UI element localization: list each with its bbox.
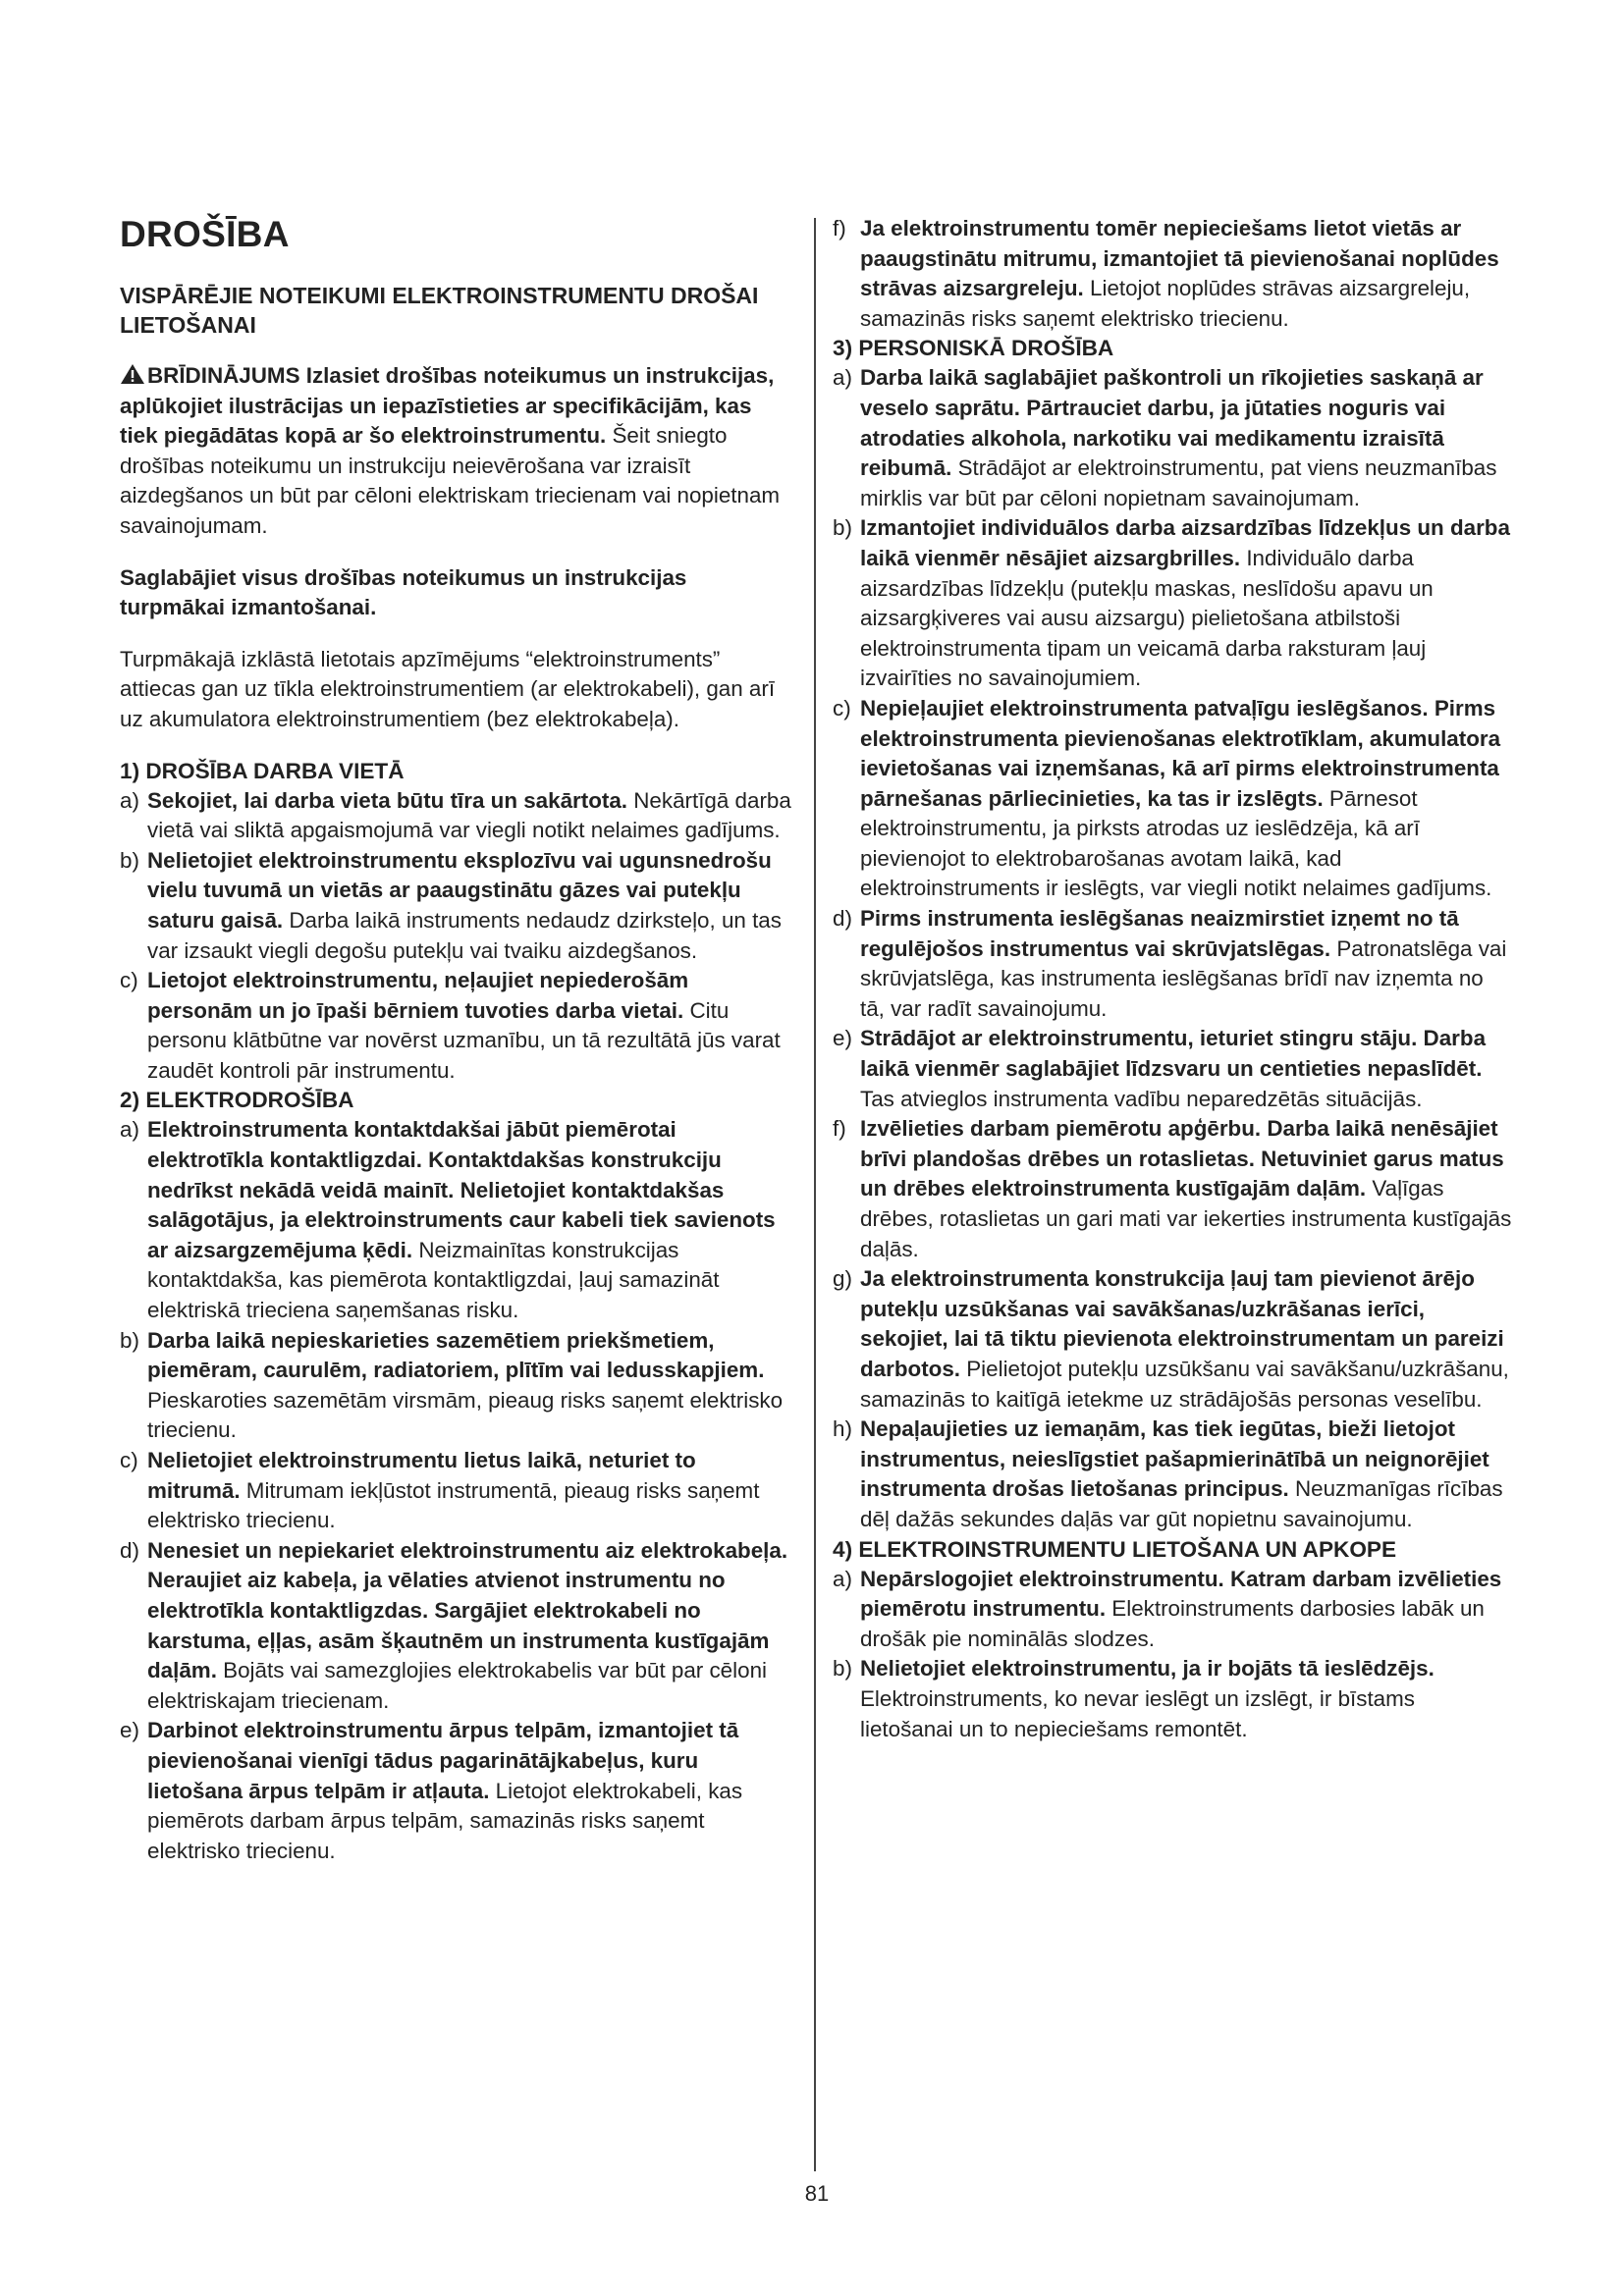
general-rules-heading: VISPĀRĒJIE NOTEIKUMI ELEKTROINSTRUMENTU DROŠAI LIETOŠANAI: [120, 283, 759, 338]
item-explanation: Tas atvieglos instrumenta vadību neparedzētās situācijās.: [860, 1086, 1423, 1111]
section-heading: 4) ELEKTROINSTRUMENTU LIETOŠANA UN APKOPE: [833, 1536, 1397, 1562]
warning-label: BRĪDINĀJUMS: [147, 363, 300, 388]
list-item: [833, 214, 1512, 334]
term-notice: Turpmākajā izklāstā lietotais apzīmējums “elektroinstruments” attiecas gan uz tīkla elektroinstrumentiem (ar elektrokabeli), gan arī uz akumulatora elektroinstrumentiem (bez elektrokabeļa).: [120, 646, 776, 731]
item-explanation: Neizmainītas konstrukcijas kontaktdakša, kas piemērota kontaktligzdai, ļauj samazināt elektriskā trieciena saņemšanas risku.: [147, 1237, 720, 1323]
section-heading: 3) PERSONISKĀ DROŠĪBA: [833, 336, 1114, 361]
list-item: [120, 1115, 793, 1325]
list-item: [120, 1536, 793, 1717]
list-item: [120, 966, 793, 1086]
item-instruction: Ja elektroinstrumenta konstrukcija ļauj tam pievienot ārējo putekļu uzsūkšanas vai savākšanas/uzkrāšanas ierīci, sekojiet, lai tā tiktu pievienota elektroinstrumentam un pareizi darbotos.: [860, 1266, 1504, 1381]
item-explanation: Neuzmanīgas rīcības dēļ dažās sekundes daļās var gūt nopietnu savainojumu.: [860, 1476, 1503, 1531]
item-label: a): [120, 787, 139, 813]
item-instruction: Nenesiet un nepiekariet elektroinstrumentu aiz elektrokabeļa. Neraujiet aiz kabeļa, ja vēlaties atvienot instrumentu no elektrotīkla kontaktligzdas. Sargājiet elektrokabeli no karstuma, eļļas, asām šķautnēm un instrumenta kustīgajām daļām.: [147, 1537, 788, 1683]
item-explanation: Strādājot ar elektroinstrumentu, pat viens neuzmanības mirklis var būt par cēloni nopietnam savainojumam.: [860, 455, 1497, 510]
item-instruction: Elektroinstrumenta kontaktdakšai jābūt piemērotai elektrotīkla kontaktligzdai. Kontaktdakšas konstrukciju nedrīkst nekādā veidā mainīt. Nelietojiet kontaktdakšas salāgotājus, ja elektroinstruments caur kabeli tiek savienots ar aizsargzemējuma ķēdi.: [147, 1117, 776, 1262]
list-item: [833, 1654, 1512, 1744]
list-item: [120, 1716, 793, 1866]
list-item: [833, 1114, 1512, 1264]
item-instruction: Sekojiet, lai darba vieta būtu tīra un sakārtota.: [147, 787, 628, 813]
item-explanation: Lietojot noplūdes strāvas aizsargreleju, samazinās risks saņemt elektrisko triecienu.: [860, 276, 1471, 331]
list-item: [120, 846, 793, 966]
page-number: 81: [804, 2181, 830, 2206]
item-label: e): [833, 1026, 852, 1051]
item-label: h): [833, 1416, 852, 1442]
list-item: [120, 1326, 793, 1446]
item-label: a): [833, 365, 852, 391]
list-item: [833, 694, 1512, 904]
right-sections: [833, 334, 1512, 1744]
item-label: g): [833, 1266, 852, 1292]
item-instruction: Lietojot elektroinstrumentu, neļaujiet nepiederošām personām un jo īpaši bērniem tuvoties darba vietai.: [147, 968, 689, 1023]
list-item: [833, 1565, 1512, 1655]
item-label: c): [120, 968, 138, 993]
item-label: f): [833, 216, 846, 240]
list-item: [120, 1446, 793, 1536]
item-instruction: Nepaļaujieties uz iemaņām, kas tiek iegūtas, bieži lietojot instrumentus, neieslīgstiet pašapmierinātībā un neignorējiet instrumenta drošas lietošanas principus.: [860, 1416, 1489, 1502]
section-heading: 2) ELEKTRODROŠĪBA: [120, 1088, 354, 1113]
left-sections: [120, 757, 793, 1867]
item-explanation: Elektroinstruments darbosies labāk un drošāk pie nominālās slodzes.: [860, 1596, 1485, 1651]
item-explanation: Pārnesot elektroinstrumentu, ja pirksts atrodas uz ieslēdzēja, kā arī pievienojot to elektrobarošanas avotam laikā, kad elektroinstruments ir ieslēgts, var viegli notikt nelaimes gadījums.: [860, 785, 1492, 901]
list-item: [833, 1264, 1512, 1415]
item-instruction: Izvēlieties darbam piemērotu apģērbu. Darba laikā nenēsājiet brīvi plandošas drēbes un rotaslietas. Netuviniet garus matus un drēbes elektroinstrumenta kustīgajām daļām.: [860, 1116, 1504, 1201]
item-label: c): [833, 695, 851, 721]
page-title: DROŠĪBA: [120, 214, 290, 254]
warning-triangle-icon: [120, 363, 145, 385]
warning-text: Šeit sniegto drošības noteikumu un instrukciju neievērošana var izraisīt aizdegšanos un būt par cēloni elektriskam triecienam vai nopietnam savainojumam.: [120, 423, 781, 538]
item-explanation: Patronatslēga vai skrūvjatslēga, kas instrumenta ieslēgšanas brīdī nav izņemta no tā, var radīt savainojumu.: [860, 935, 1507, 1021]
list-item: [833, 1415, 1512, 1534]
item-label: f): [833, 1116, 846, 1142]
item-label: d): [120, 1537, 139, 1563]
item-instruction: Nelietojiet elektroinstrumentu, ja ir bojāts tā ieslēdzējs.: [860, 1656, 1435, 1682]
item-label: a): [833, 1566, 852, 1591]
item-label: e): [120, 1718, 139, 1743]
column-divider: [814, 218, 816, 2171]
right-column: [833, 214, 1512, 1744]
warning-bold-text: Izlasiet drošības noteikumus un instrukcijas, aplūkojiet ilustrācijas un iepazīstieties ar specifikācijām, kas tiek piegādātas kopā ar šo elektroinstrumentu.: [120, 363, 775, 449]
item-explanation: Bojāts vai samezglojies elektrokabelis var būt par cēloni elektriskajam triecienam.: [147, 1658, 767, 1713]
item-explanation: Darba laikā instruments nedaudz dzirksteļo, un tas var izsaukt viegli degošu putekļu vai tvaiku aizdegšanos.: [147, 907, 782, 963]
left-column: [120, 214, 793, 1866]
item-explanation: Elektroinstruments, ko nevar ieslēgt un izslēgt, ir bīstams lietošanai un to nepieciešams remontēt.: [860, 1685, 1415, 1741]
item-explanation: Lietojot elektrokabeli, kas piemērots darbam ārpus telpām, samazinās risks saņemt elektrisko triecienu.: [147, 1778, 743, 1863]
item-label: a): [120, 1117, 139, 1143]
list-item: [120, 786, 793, 846]
item-explanation: Mitrumam iekļūstot instrumentā, pieaug risks saņemt elektrisko triecienu.: [147, 1477, 760, 1533]
item-instruction: Darbinot elektroinstrumentu ārpus telpām, izmantojiet tā pievienošanai vienīgi tādus pagarinātājkabeļus, kuru lietošana ārpus telpām ir atļauta.: [147, 1718, 739, 1803]
item-label: c): [120, 1448, 138, 1472]
warning-paragraph: [120, 361, 793, 542]
item-explanation: Individuālo darba aizsardzības līdzekļu (putekļu maskas, neslīdošu apavu un aizsargķiveres vai ausu aizsargu) pielietošana atbilstoši elektroinstrumenta tipam un veicamā darba raksturam ļauj izvairīties no savainojumiem.: [860, 545, 1434, 691]
item-instruction: Nelietojiet elektroinstrumentu eksplozīvu vai ugunsnedrošu vielu tuvumā un vietās ar paaugstinātu gāzes vai putekļu saturu gaisā.: [147, 847, 772, 933]
item-label: b): [120, 1327, 139, 1353]
item-explanation: Nekārtīgā darba vietā vai sliktā apgaismojumā var viegli notikt nelaimes gadījums.: [147, 787, 791, 843]
item-instruction: Darba laikā nepieskarieties sazemētiem priekšmetiem, piemēram, caurulēm, radiatoriem, plītīm vai ledusskapjiem.: [147, 1327, 765, 1383]
save-notice: Saglabājiet visus drošības noteikumus un instrukcijas turpmākai izmantošanai.: [120, 564, 687, 620]
item-instruction: Nepārslogojiet elektroinstrumentu. Katram darbam izvēlieties piemērotu instrumentu.: [860, 1566, 1502, 1622]
item-instruction: Ja elektroinstrumentu tomēr nepieciešams lietot vietās ar paaugstinātu mitrumu, izmantojiet tā pievienošanai noplūdes strāvas aizsargreleju.: [860, 216, 1499, 301]
item-label: d): [833, 906, 852, 932]
item-instruction: Izmantojiet individuālos darba aizsardzības līdzekļus un darba laikā vienmēr nēsājiet aizsargbrilles.: [860, 515, 1510, 570]
list-item: [833, 513, 1512, 694]
item-explanation: Citu personu klātbūtne var novērst uzmanību, un tā rezultātā jūs varat zaudēt kontroli pār instrumentu.: [147, 997, 781, 1083]
item-label: b): [833, 515, 852, 541]
list-item: [833, 904, 1512, 1024]
section-heading: 1) DROŠĪBA DARBA VIETĀ: [120, 758, 405, 783]
item-instruction: Nepieļaujiet elektroinstrumenta patvaļīgu ieslēgšanos. Pirms elektroinstrumenta pievienošanas elektrotīklam, akumulatora ievietošanas vai izņemšanas, kā arī pirms elektroinstrumenta pārnešanas pārliecinieties, ka tas ir izslēgts.: [860, 695, 1501, 811]
right-lead-items: [833, 214, 1512, 334]
item-explanation: Pieskaroties sazemētām virsmām, pieaug risks saņemt elektrisko triecienu.: [147, 1387, 784, 1443]
item-label: b): [833, 1656, 852, 1682]
list-item: [833, 363, 1512, 513]
item-label: b): [120, 847, 139, 873]
item-instruction: Nelietojiet elektroinstrumentu lietus laikā, neturiet to mitrumā.: [147, 1448, 696, 1503]
item-explanation: Vaļīgas drēbes, rotaslietas un gari mati var iekerties instrumenta kustīgajās daļās.: [860, 1176, 1512, 1261]
item-instruction: Strādājot ar elektroinstrumentu, ieturiet stingru stāju. Darba laikā vienmēr saglabājiet līdzsvaru un centieties nepaslīdēt.: [860, 1026, 1487, 1082]
item-instruction: Darba laikā saglabājiet paškontroli un rīkojieties saskaņā ar veselo saprātu. Pārtrauciet darbu, ja jūtaties noguris vai atrodaties alkohola, narkotiku vai medikamentu izraisītā reibumā.: [860, 365, 1484, 481]
item-explanation: Pielietojot putekļu uzsūkšanu vai savākšanu/uzkrāšanu, samazinās to kaitīgā ietekme uz strādājošās personas veselību.: [860, 1356, 1509, 1412]
list-item: [833, 1024, 1512, 1114]
item-instruction: Pirms instrumenta ieslēgšanas neaizmirstiet izņemt no tā regulējošos instrumentus vai skrūvjatslēgas.: [860, 906, 1459, 961]
